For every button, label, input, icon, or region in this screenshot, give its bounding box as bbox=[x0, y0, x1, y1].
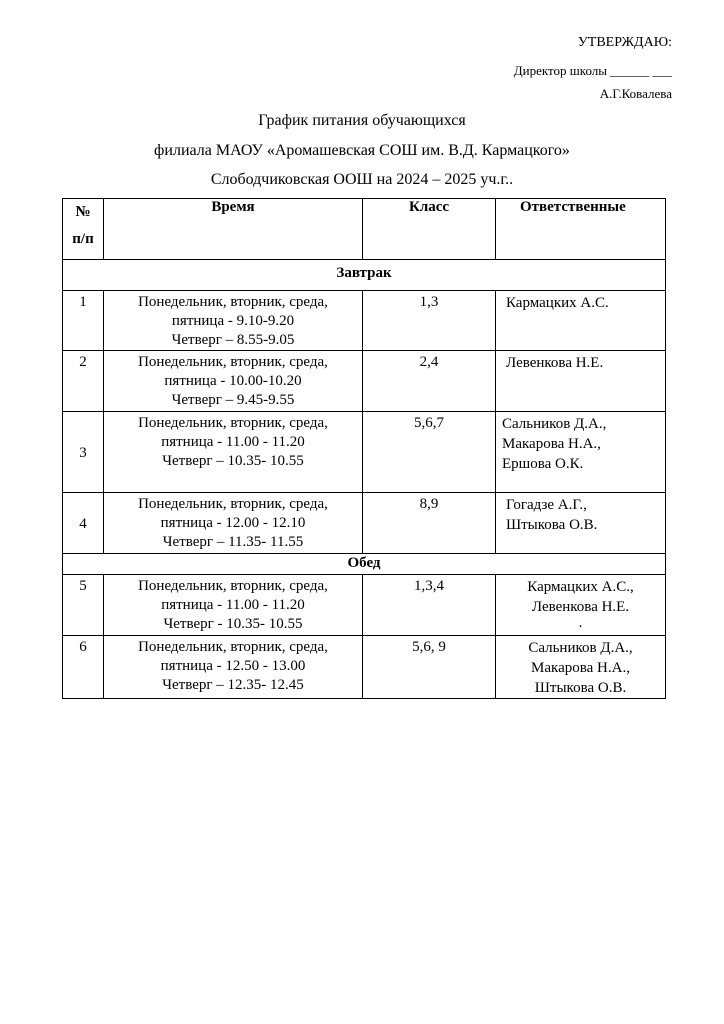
row-class: 5,6, 9 bbox=[363, 636, 496, 699]
row-time: Понедельник, вторник, среда, пятница - 10.00-10.20 Четверг – 9.45-9.55 bbox=[104, 351, 363, 412]
header-responsible: Ответственные bbox=[496, 199, 666, 260]
row-class: 5,6,7 bbox=[363, 412, 496, 493]
table-row bbox=[63, 636, 666, 699]
row-number: 2 bbox=[63, 351, 104, 412]
row-number: 1 bbox=[63, 291, 104, 351]
header-time: Время bbox=[104, 199, 363, 260]
approval-director-line: Директор школы ______ ___ bbox=[513, 63, 672, 78]
table-row bbox=[63, 493, 666, 554]
section-breakfast-label: Завтрак bbox=[63, 260, 666, 291]
row-number: 4 bbox=[63, 493, 104, 554]
row-number: 5 bbox=[63, 575, 104, 636]
table-row bbox=[63, 351, 666, 412]
meal-schedule-table bbox=[62, 198, 666, 699]
row-class: 8,9 bbox=[363, 493, 496, 554]
row-responsible: Сальников Д.А., Макарова Н.А., Штыкова О.В. bbox=[496, 636, 666, 699]
row-time: Понедельник, вторник, среда, пятница - 9.10-9.20 Четверг – 8.55-9.05 bbox=[104, 291, 363, 351]
row-time: Понедельник, вторник, среда, пятница - 11.00 - 11.20 Четверг - 10.35- 10.55 bbox=[104, 575, 363, 636]
table-row bbox=[63, 575, 666, 636]
row-number: 3 bbox=[63, 412, 104, 493]
header-number: № п/п bbox=[63, 199, 104, 260]
table-row bbox=[63, 291, 666, 351]
row-responsible: Кармацких А.С. bbox=[496, 291, 666, 351]
row-class: 2,4 bbox=[363, 351, 496, 412]
table-header-row bbox=[63, 199, 666, 260]
section-lunch-label: Обед bbox=[63, 554, 666, 575]
row-class: 1,3 bbox=[363, 291, 496, 351]
row-responsible: Сальников Д.А., Макарова Н.А., Ершова О.К. bbox=[496, 412, 666, 493]
table-row bbox=[63, 412, 666, 493]
document-title-line-2: филиала МАОУ «Аромашевская СОШ им. В.Д. Кармацкого» bbox=[154, 142, 570, 159]
row-responsible: Гогадзе А.Г., Штыкова О.В. bbox=[496, 493, 666, 554]
row-time: Понедельник, вторник, среда, пятница - 12.00 - 12.10 Четверг – 11.35- 11.55 bbox=[104, 493, 363, 554]
row-time: Понедельник, вторник, среда, пятница - 12.50 - 13.00 Четверг – 12.35- 12.45 bbox=[104, 636, 363, 699]
document-title-line-1: График питания обучающихся bbox=[258, 112, 466, 129]
row-responsible: Левенкова Н.Е. bbox=[496, 351, 666, 412]
section-lunch-row bbox=[63, 554, 666, 575]
row-responsible: Кармацких А.С., Левенкова Н.Е. . bbox=[496, 575, 666, 636]
row-number: 6 bbox=[63, 636, 104, 699]
document-title-line-3: Слободчиковская ООШ на 2024 – 2025 уч.г.. bbox=[210, 171, 514, 188]
row-class: 1,3,4 bbox=[363, 575, 496, 636]
approval-director-name: А.Г.Ковалева bbox=[599, 86, 672, 101]
row-time: Понедельник, вторник, среда, пятница - 11.00 - 11.20 Четверг – 10.35- 10.55 bbox=[104, 412, 363, 493]
header-class: Класс bbox=[363, 199, 496, 260]
approval-heading: УТВЕРЖДАЮ: bbox=[577, 35, 672, 50]
section-breakfast-row bbox=[63, 260, 666, 291]
